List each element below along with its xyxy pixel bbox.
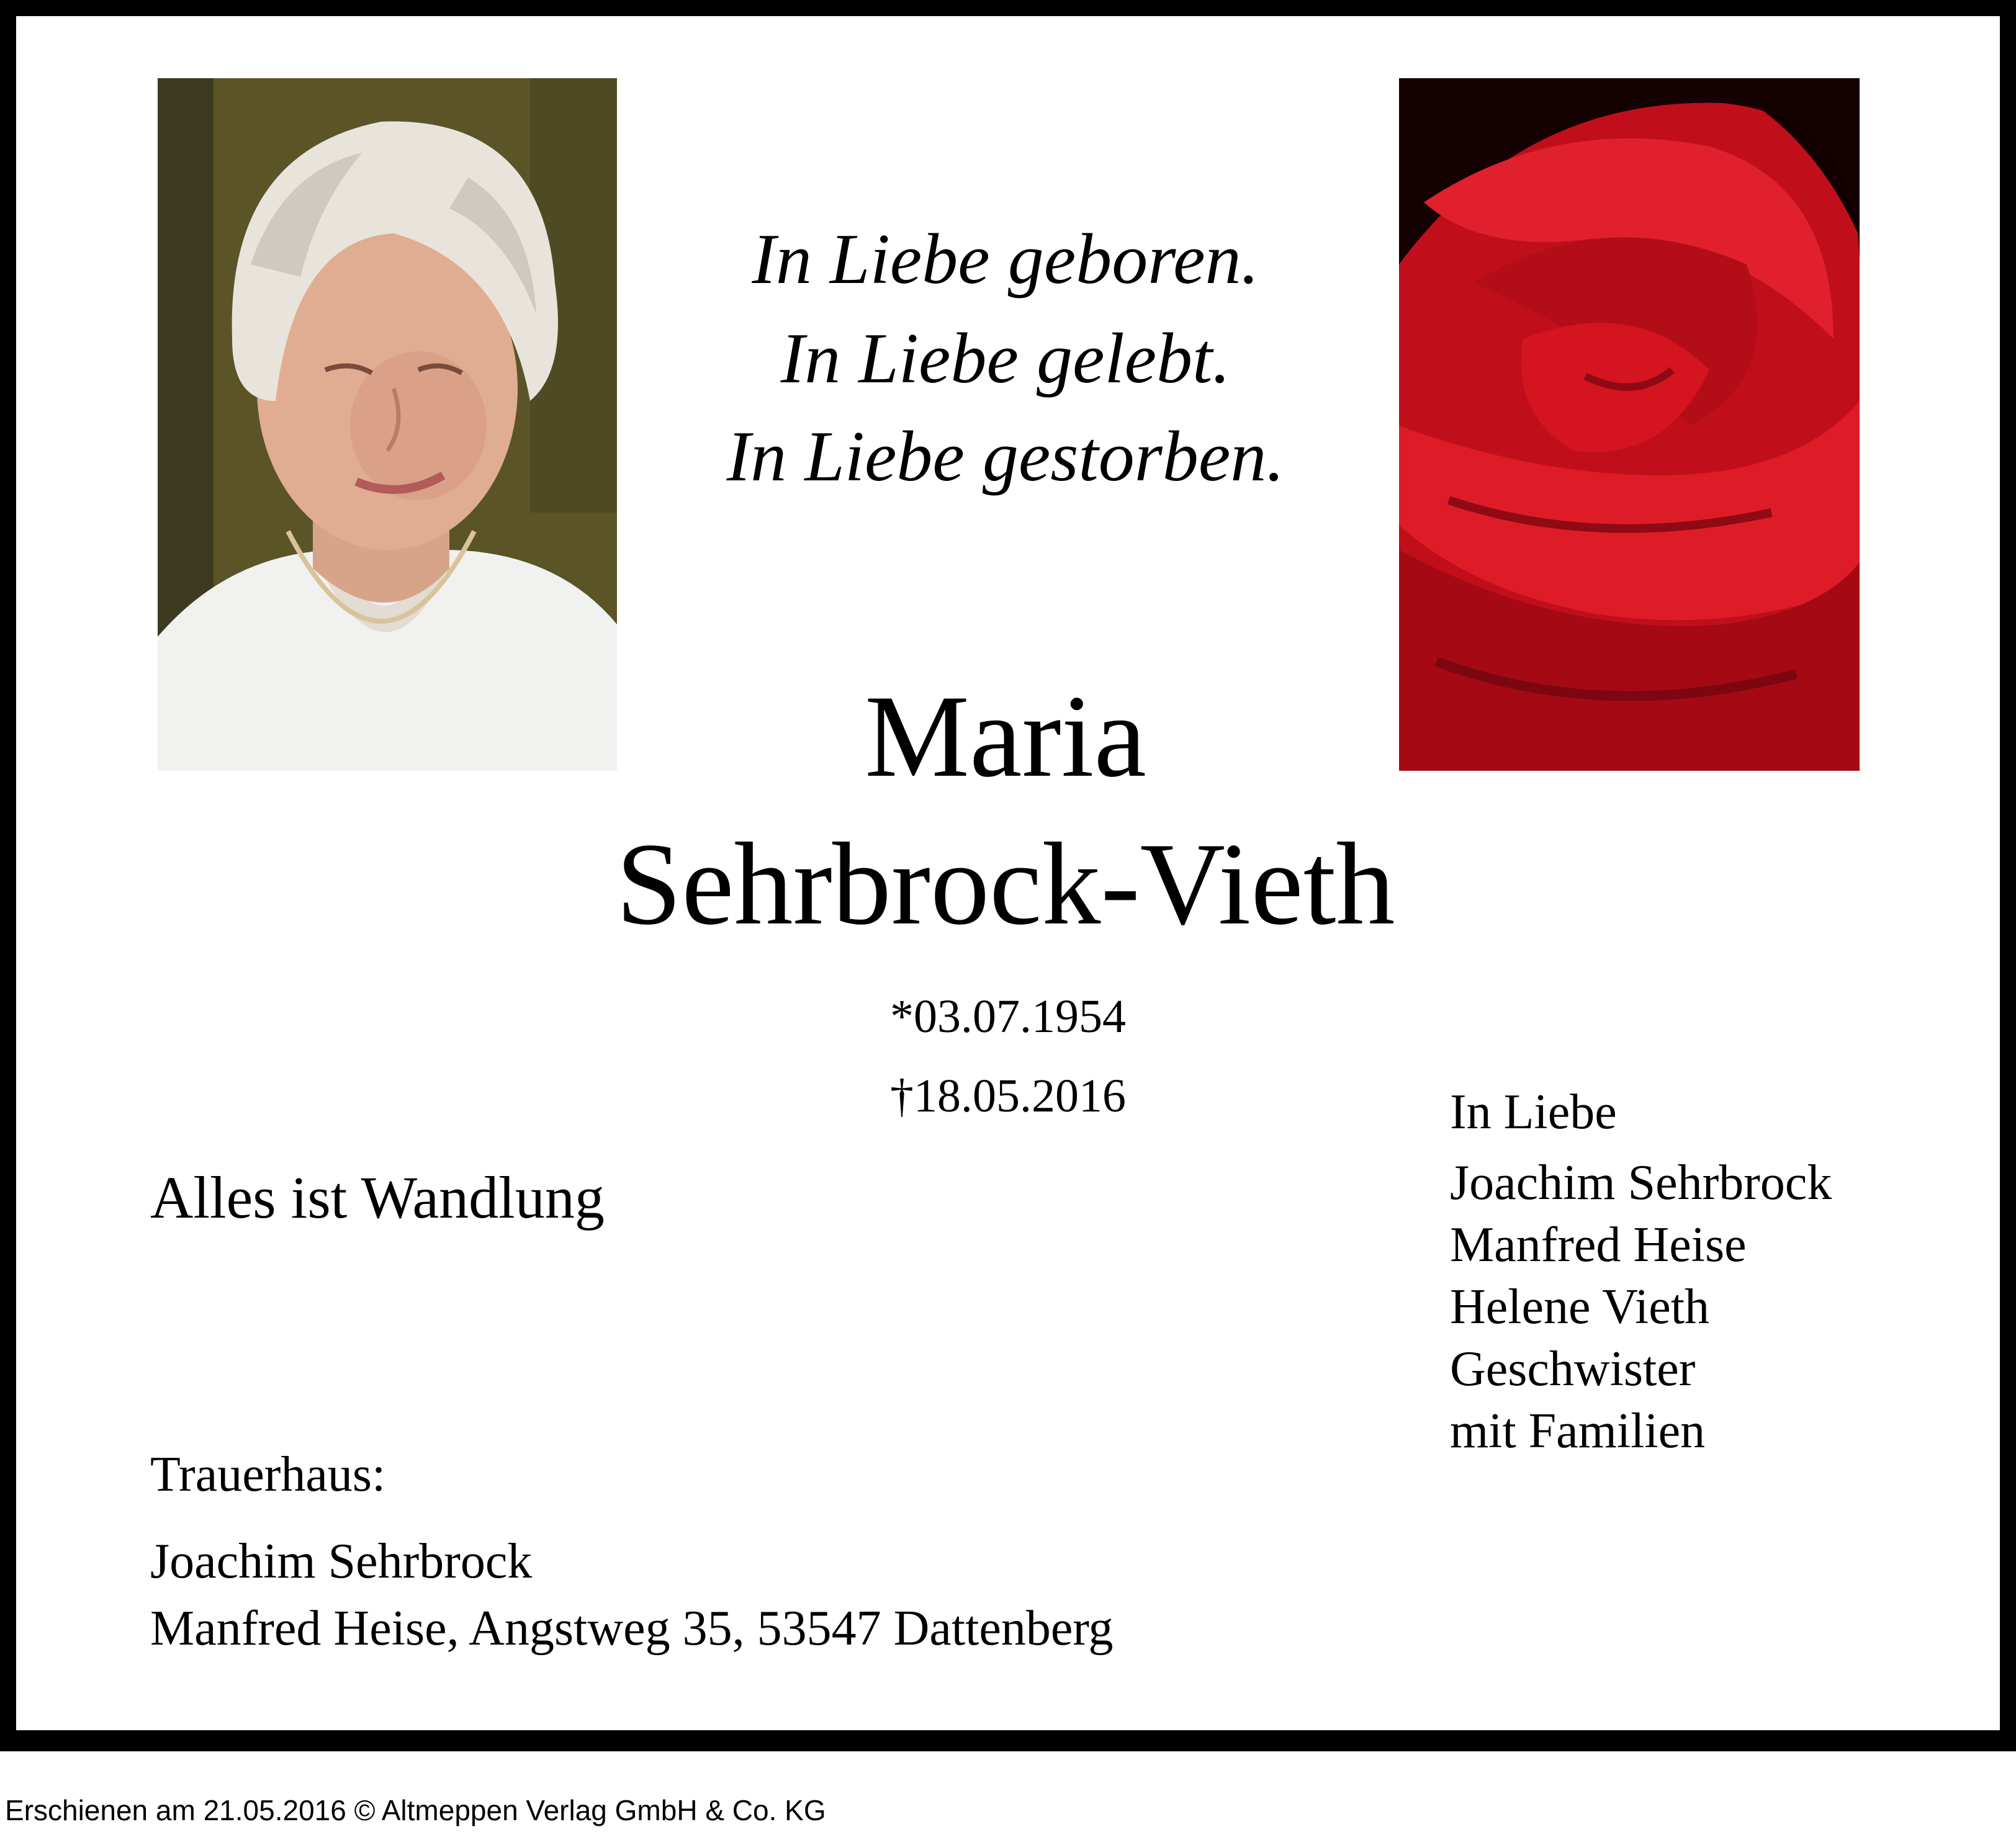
portrait-illustration [158,78,617,771]
mourner-name: Manfred Heise [1450,1218,1747,1272]
motto-line-1: In Liebe geboren. [752,220,1259,299]
rose-illustration [1399,78,1860,771]
house-label: Trauerhaus: [150,1447,386,1502]
publication-footer: Erschienen am 21.05.2016 © Altmeppen Verlag GmbH & Co. KG [5,1794,826,1826]
motto-line-3: In Liebe gestorben. [726,417,1285,496]
mourner-name: Geschwister [1450,1342,1696,1396]
portrait-photo [158,78,617,771]
mourners-intro: In Liebe [1450,1085,1617,1139]
quote: Alles ist Wandlung [150,1164,605,1231]
deceased-last-name: Sehrbrock-Vieth [616,819,1395,950]
mourner-name: Helene Vieth [1450,1280,1710,1334]
house-line-1: Joachim Sehrbrock [150,1534,533,1589]
mourner-name: Joachim Sehrbrock [1450,1156,1832,1210]
rose-photo [1399,78,1860,771]
motto-line-2: In Liebe gelebt. [780,319,1231,398]
house-line-2: Manfred Heise, Angstweg 35, 53547 Dattenberg [150,1601,1114,1656]
death-date: †18.05.2016 [890,1070,1126,1122]
mourner-name: mit Familien [1450,1404,1706,1458]
deceased-first-name: Maria [865,671,1146,802]
birth-date: *03.07.1954 [890,990,1126,1043]
